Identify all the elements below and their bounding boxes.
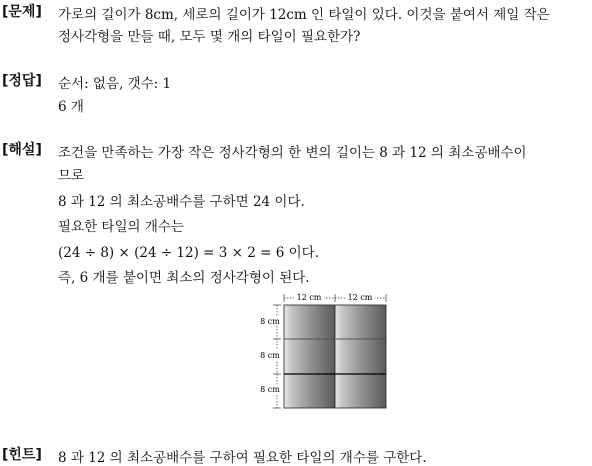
problem-line-1: 가로의 길이가 8cm, 세로의 길이가 12cm 인 타일이 있다. 이것을 붙여서 제일 작은: [58, 7, 550, 23]
answer-line-1: 순서: 없음, 갯수: 1: [58, 76, 172, 92]
explanation-line-5: (24 ÷ 8) × (24 ÷ 12) = 3 × 2 = 6 이다.: [58, 245, 319, 261]
explanation-line-2: 므로: [58, 168, 85, 184]
top-dimension-right: 12 cm: [347, 293, 373, 302]
tile: [335, 374, 386, 408]
tile: [284, 374, 335, 408]
tile-figure: [250, 288, 395, 414]
hint-line-1: 8 과 12 의 최소공배수를 구하여 필요한 타일의 개수를 구한다.: [58, 450, 427, 466]
explanation-line-3: 8 과 12 의 최소공배수를 구하면 24 이다.: [58, 194, 305, 210]
top-dimension-left: 12 cm: [296, 293, 322, 302]
hint-tag: [힌트]: [2, 447, 42, 463]
answer-line-2: 6 개: [58, 99, 84, 115]
explanation-line-1: 조건을 만족하는 가장 작은 정사각형의 한 변의 길이는 8 과 12 의 최소공배수이: [58, 145, 527, 161]
tile: [335, 339, 386, 374]
answer-tag: [정답]: [2, 73, 42, 89]
problem-tag: [문제]: [2, 4, 42, 20]
tile: [335, 305, 386, 339]
side-dimension-1: 8 cm: [260, 317, 280, 326]
tile-grid: [284, 305, 386, 408]
side-dimension-2: 8 cm: [260, 351, 280, 360]
explanation-line-4: 필요한 타일의 개수는: [58, 219, 184, 235]
side-dimension-3: 8 cm: [260, 385, 280, 394]
problem-line-2: 정사각형을 만들 때, 모두 몇 개의 타일이 필요한가?: [58, 29, 361, 45]
tile: [284, 305, 335, 339]
explanation-line-6: 즉, 6 개를 붙이면 최소의 정사각형이 된다.: [58, 270, 310, 286]
explanation-tag: [해설]: [2, 142, 42, 158]
tile: [284, 339, 335, 374]
